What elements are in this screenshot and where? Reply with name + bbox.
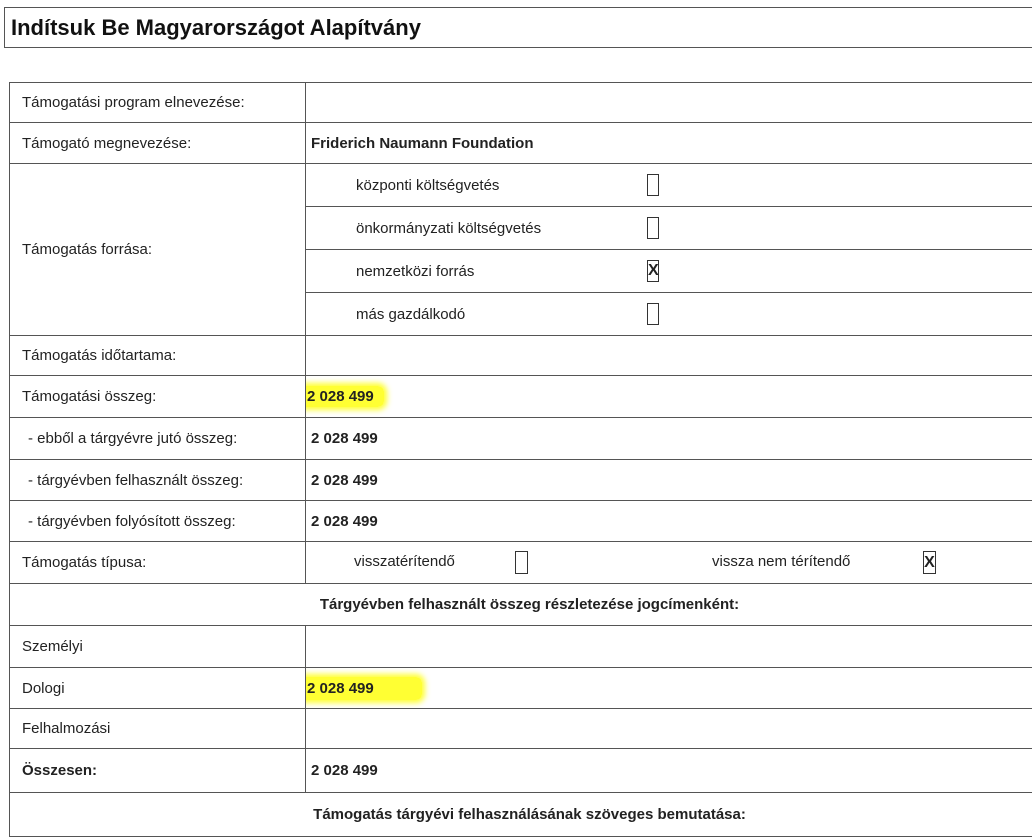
table-row bbox=[10, 793, 1032, 837]
source-option-label: központi költségvetés bbox=[356, 176, 500, 194]
total-value: 2 028 499 bbox=[306, 749, 1032, 793]
accumulation-label: Felhalmozási bbox=[10, 709, 306, 749]
table-row bbox=[10, 83, 1032, 123]
document-title: Indítsuk Be Magyarországot Alapítvány bbox=[4, 7, 1032, 48]
source-options bbox=[306, 164, 1032, 336]
supporter-label: Támogató megnevezése: bbox=[10, 123, 306, 164]
table-row bbox=[10, 501, 1032, 542]
paid-amount-value: 2 028 499 bbox=[306, 501, 1032, 542]
table-row bbox=[10, 123, 1032, 164]
material-cell bbox=[306, 668, 1032, 709]
table-row bbox=[10, 626, 1032, 668]
table-row bbox=[10, 376, 1032, 418]
year-amount-value: 2 028 499 bbox=[306, 418, 1032, 460]
table-row bbox=[10, 749, 1032, 793]
source-option-label: más gazdálkodó bbox=[356, 305, 466, 323]
table-row bbox=[10, 584, 1032, 626]
source-option bbox=[306, 250, 1032, 293]
refundable-checkbox[interactable] bbox=[515, 551, 528, 574]
amount-cell bbox=[306, 376, 1032, 418]
source-option-label: önkormányzati költségvetés bbox=[356, 219, 542, 237]
non-refundable-checkbox[interactable]: X bbox=[923, 551, 936, 574]
program-name-value bbox=[306, 83, 1032, 123]
accumulation-value bbox=[306, 709, 1032, 749]
duration-label: Támogatás időtartama: bbox=[10, 336, 306, 376]
source-checkbox[interactable] bbox=[647, 303, 659, 325]
used-amount-label: - tárgyévben felhasznált összeg: bbox=[10, 460, 306, 501]
personal-label: Személyi bbox=[10, 626, 306, 668]
supporter-value: Friderich Naumann Foundation bbox=[306, 123, 1032, 164]
personal-value bbox=[306, 626, 1032, 668]
amount-label: Támogatási összeg: bbox=[10, 376, 306, 418]
source-checkbox[interactable] bbox=[647, 217, 659, 239]
table-row bbox=[10, 709, 1032, 749]
used-amount-value: 2 028 499 bbox=[306, 460, 1032, 501]
source-option-label: nemzetközi forrás bbox=[356, 262, 475, 280]
table-row bbox=[10, 164, 1032, 336]
table-row bbox=[10, 460, 1032, 501]
source-checkbox[interactable]: X bbox=[647, 260, 659, 282]
non-refundable-label: vissza nem térítendő bbox=[712, 553, 851, 570]
source-option bbox=[306, 164, 1032, 207]
table-row bbox=[10, 668, 1032, 709]
source-option bbox=[306, 207, 1032, 250]
material-label: Dologi bbox=[10, 668, 306, 709]
grant-table bbox=[9, 82, 1032, 837]
table-row bbox=[10, 418, 1032, 460]
source-option bbox=[306, 293, 1032, 335]
table-row bbox=[10, 542, 1032, 584]
text-header: Támogatás tárgyévi felhasználásának szöveges bemutatása: bbox=[10, 793, 1032, 837]
source-label: Támogatás forrása: bbox=[10, 164, 306, 336]
refundable-label: visszatérítendő bbox=[354, 553, 455, 570]
source-checkbox[interactable] bbox=[647, 174, 659, 196]
total-label: Összesen: bbox=[10, 749, 306, 793]
program-name-label: Támogatási program elnevezése: bbox=[10, 83, 306, 123]
type-options bbox=[306, 542, 1032, 584]
type-label: Támogatás típusa: bbox=[10, 542, 306, 584]
breakdown-header: Tárgyévben felhasznált összeg részletezése jogcímenként: bbox=[10, 584, 1032, 626]
material-value: 2 028 499 bbox=[306, 677, 422, 700]
duration-value bbox=[306, 336, 1032, 376]
year-amount-label: - ebből a tárgyévre jutó összeg: bbox=[10, 418, 306, 460]
amount-value: 2 028 499 bbox=[306, 386, 384, 407]
paid-amount-label: - tárgyévben folyósított összeg: bbox=[10, 501, 306, 542]
table-row bbox=[10, 336, 1032, 376]
